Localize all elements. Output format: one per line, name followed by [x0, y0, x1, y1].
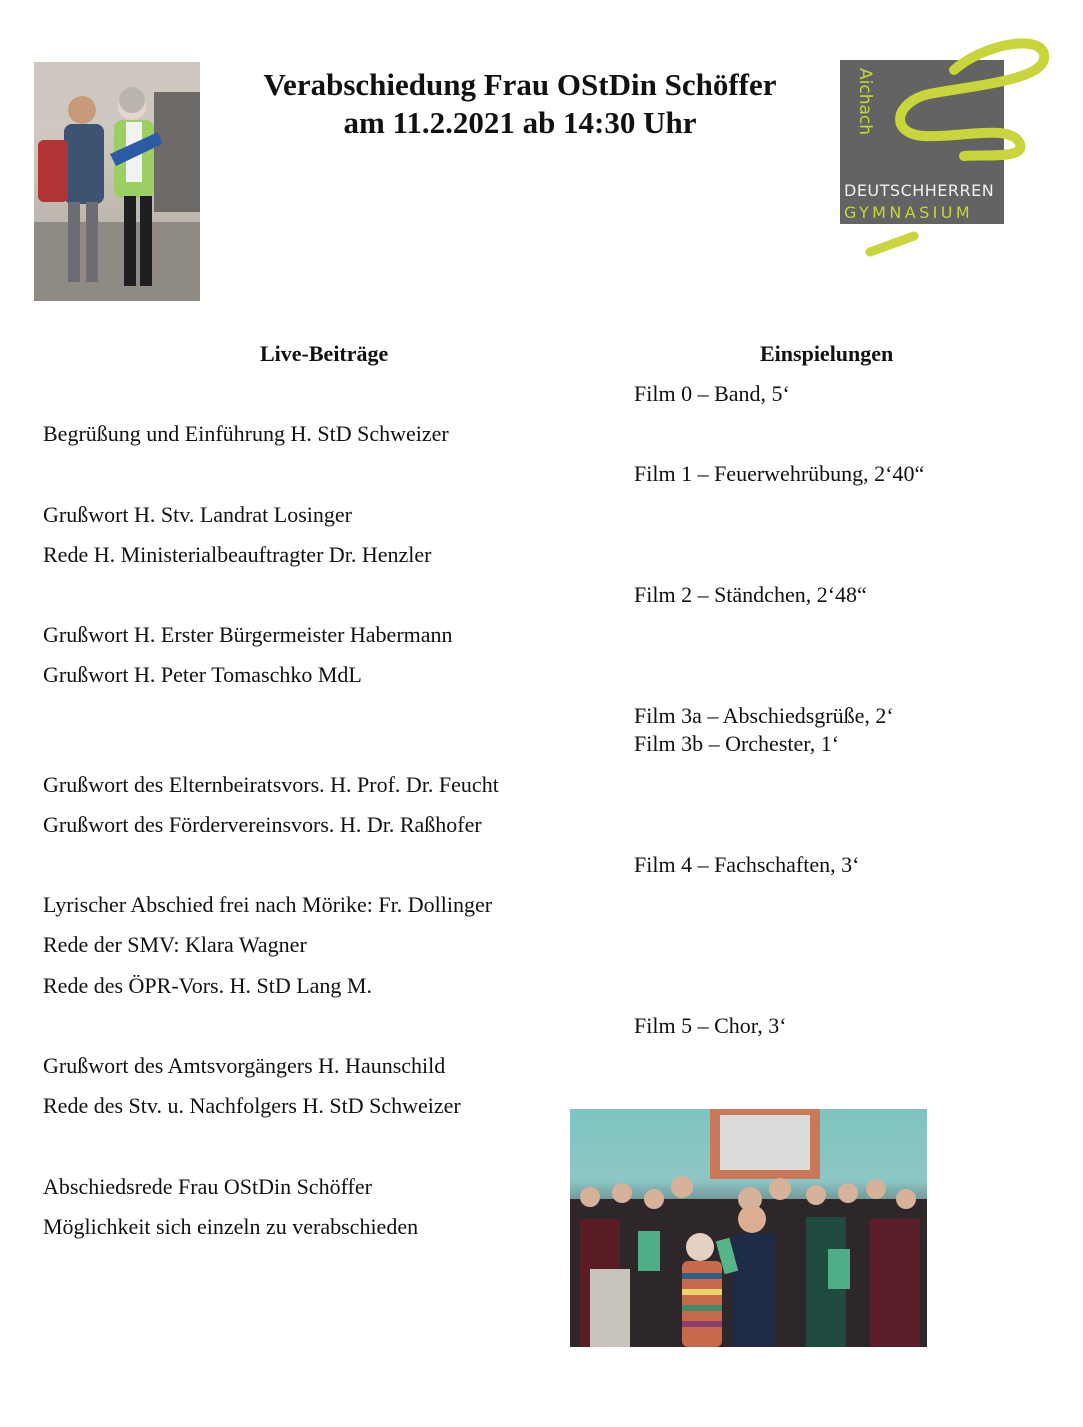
live-item: Grußwort H. Peter Tomaschko MdL [43, 662, 362, 687]
film-item: Film 4 – Fachschaften, 3‘ [634, 852, 860, 877]
film-item: Film 2 – Ständchen, 2‘48“ [634, 582, 867, 607]
live-item: Begrüßung und Einführung H. StD Schweizer [43, 421, 449, 446]
live-item: Rede des ÖPR-Vors. H. StD Lang M. [43, 973, 372, 998]
live-item: Grußwort H. Stv. Landrat Losinger [43, 502, 352, 527]
logo-name-line1: DEUTSCHHERREN [844, 181, 995, 200]
live-contributions-heading: Live-Beiträge [260, 341, 389, 366]
school-logo [834, 24, 1054, 264]
live-item: Lyrischer Abschied frei nach Mörike: Fr. Dollinger [43, 892, 493, 917]
film-item: Film 5 – Chor, 3‘ [634, 1013, 787, 1038]
live-item: Grußwort des Elternbeiratsvors. H. Prof. Dr. Feucht [43, 772, 499, 797]
live-item: Rede der SMV: Klara Wagner [43, 932, 307, 957]
film-item: Film 3b – Orchester, 1‘ [634, 731, 840, 756]
farewell-photo-top [34, 62, 200, 301]
film-item: Film 0 – Band, 5‘ [634, 381, 790, 406]
live-item: Grußwort H. Erster Bürgermeister Habermann [43, 622, 453, 647]
logo-town: Aichach [855, 68, 875, 136]
live-item: Grußwort des Fördervereinsvors. H. Dr. Raßhofer [43, 812, 482, 837]
event-date: am 11.2.2021 ab 14:30 Uhr [343, 105, 697, 140]
farewell-photo-bottom [570, 1109, 927, 1347]
live-item: Rede H. Ministerialbeauftragter Dr. Henzler [43, 542, 432, 567]
live-item: Grußwort des Amtsvorgängers H. Haunschild [43, 1053, 446, 1078]
logo-name-line2: GYMNASIUM [844, 203, 974, 222]
event-title: Verabschiedung Frau OStDin Schöffer [263, 67, 777, 102]
live-item: Abschiedsrede Frau OStDin Schöffer [43, 1174, 372, 1199]
recordings-heading: Einspielungen [760, 341, 894, 366]
live-item: Rede des Stv. u. Nachfolgers H. StD Schweizer [43, 1093, 461, 1118]
film-item: Film 3a – Abschiedsgrüße, 2‘ [634, 703, 894, 728]
live-item: Möglichkeit sich einzeln zu verabschieden [43, 1214, 419, 1239]
film-item: Film 1 – Feuerwehrübung, 2‘40“ [634, 461, 925, 486]
